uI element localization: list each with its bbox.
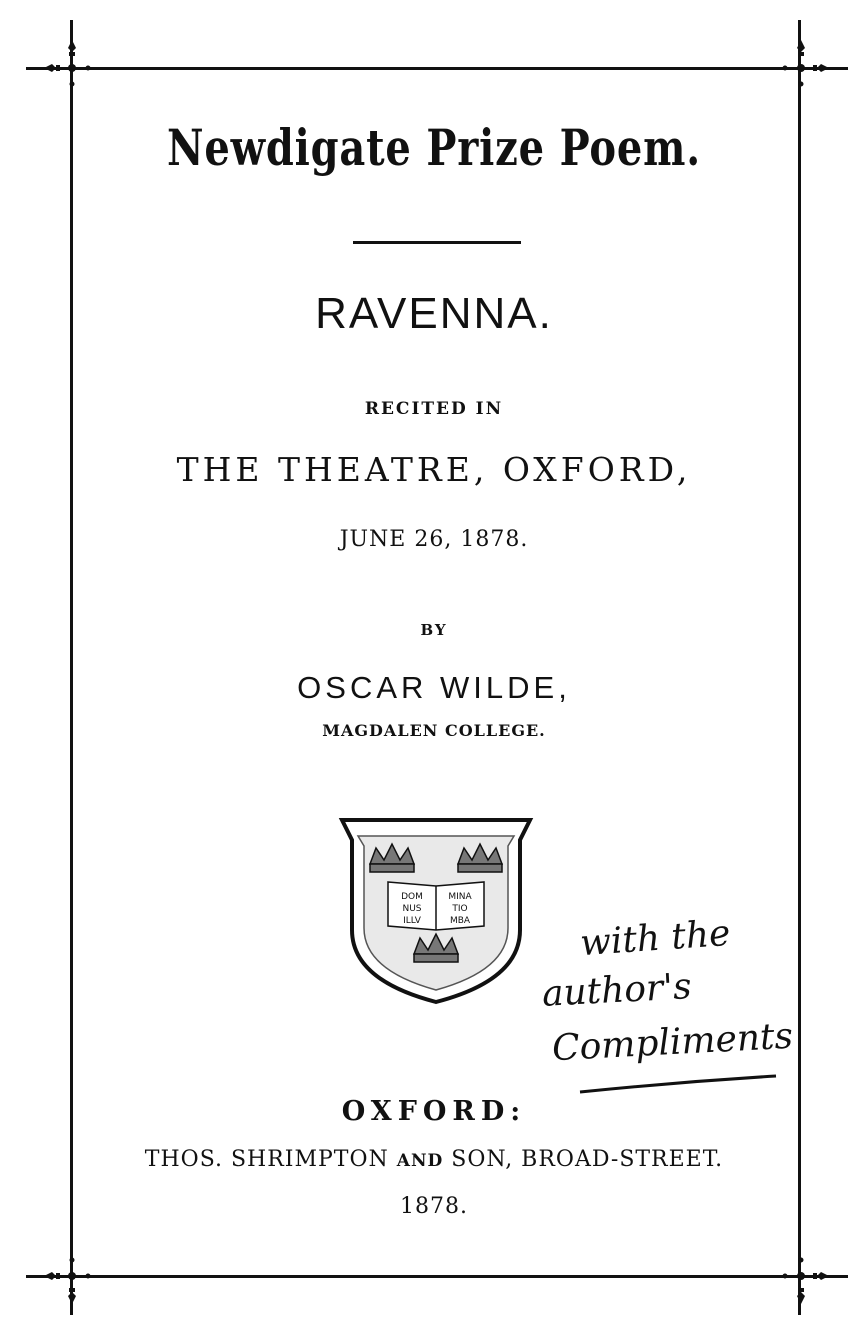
oxford-crest-image [336,812,536,1007]
crest-book-text-left-1: DOM [401,892,423,902]
by-label: BY [420,621,448,639]
imprint-year: 1878. [400,1194,468,1219]
publisher-and: AND [396,1151,444,1171]
corner-ornament-top-left [42,38,102,98]
corner-ornament-bottom-left [42,1246,102,1306]
crest-book-text-right-1: MINA [448,892,472,902]
crest-book-text-left-2: NUS [402,904,422,914]
inscription-line-3: Compliments [551,1015,794,1070]
crest-book-text-right-2: TIO [452,904,468,914]
corner-ornament-top-right [771,38,831,98]
venue: THE THEATRE, OXFORD, [176,450,692,489]
series-title: Newdigate Prize Poem. [167,118,701,177]
crest-book-text-right-3: MBA [449,916,471,926]
crest-book-text-left-3: ILLV [403,916,421,926]
imprint-city: OXFORD: [341,1096,527,1127]
corner-ornament-bottom-right [771,1246,831,1306]
author-name: OSCAR WILDE, [297,670,571,705]
inscription-line-2: author's [541,966,693,1015]
publisher-name-part-1: THOS. SHRIMPTON [144,1147,397,1172]
inscription-underline [578,1072,778,1096]
border-top [26,67,848,70]
inscription-line-1: with the [578,912,732,965]
recitation-date: JUNE 26, 1878. [339,527,529,552]
title-divider [353,241,521,244]
handwritten-inscription [538,912,808,1112]
imprint-publisher [0,1147,868,1172]
poem-title: RAVENNA. [315,289,553,338]
recited-label: RECITED IN [364,399,504,419]
college-name: MAGDALEN COLLEGE. [322,721,546,740]
border-bottom [26,1275,848,1278]
publisher-name-part-2: SON, BROAD-STREET. [443,1147,724,1172]
